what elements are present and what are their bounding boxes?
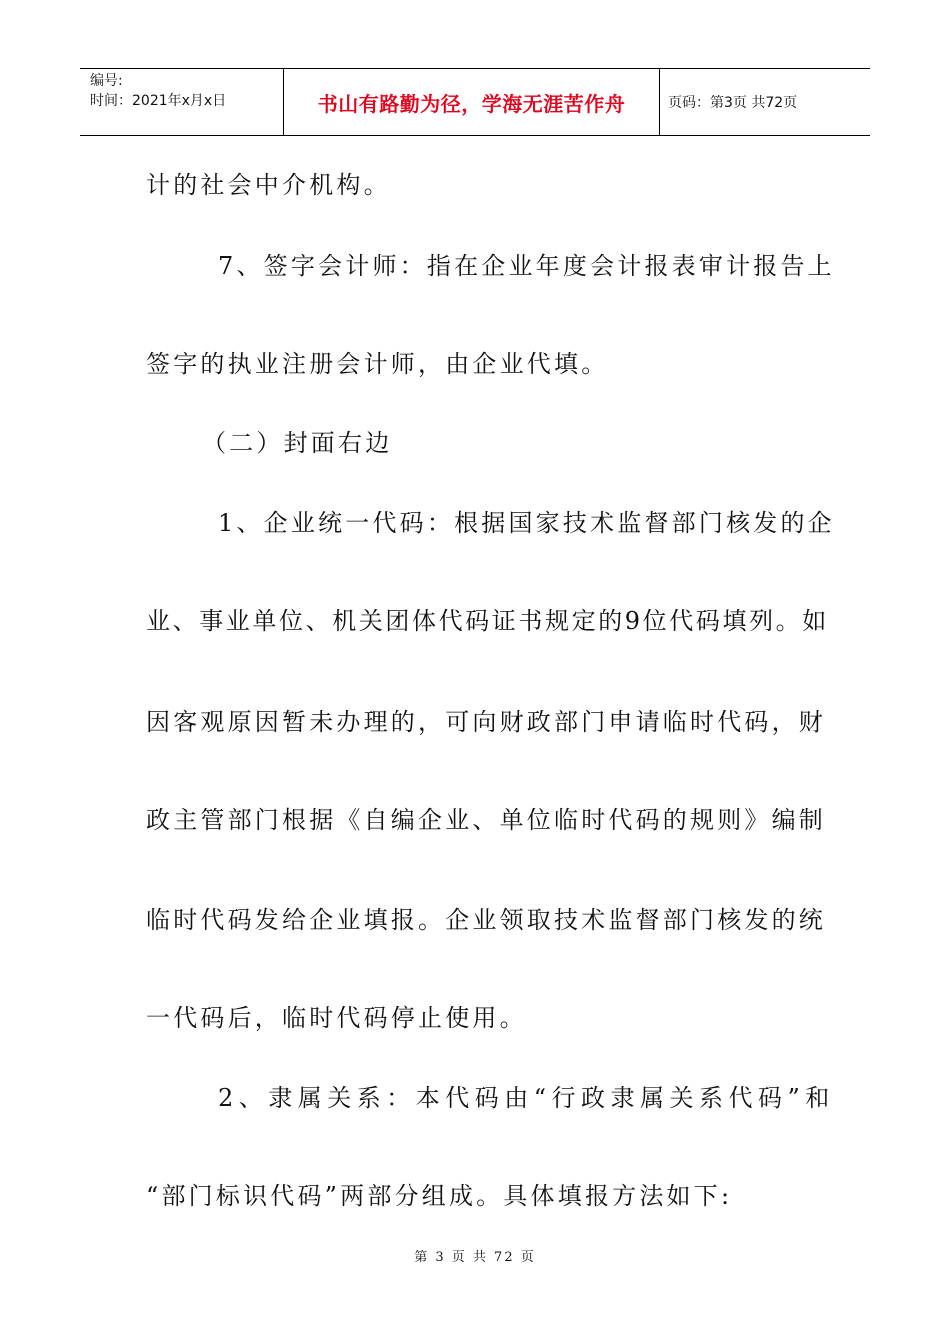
body-line-5: 1、企业统一代码：根据国家技术监督部门核发的企 <box>218 509 835 537</box>
document-header <box>80 68 870 136</box>
header-motto: 书山有路勤为径，学海无涯苦作舟 <box>284 69 660 135</box>
page-footer: 第 3 页 共 72 页 <box>414 1250 536 1265</box>
body-line-7: 因客观原因暂未办理的，可向财政部门申请临时代码，财 <box>146 708 826 736</box>
header-time-label: 时间：2021年x月x日 <box>90 93 227 109</box>
body-line-6: 业、事业单位、机关团体代码证书规定的9位代码填列。如 <box>146 607 829 635</box>
body-line-9: 临时代码发给企业填报。企业领取技术监督部门核发的统 <box>146 906 826 934</box>
header-meta <box>80 69 284 135</box>
body-line-1: 计的社会中介机构。 <box>146 171 391 199</box>
header-page-info: 页码：第3页 共72页 <box>668 95 798 111</box>
body-line-8: 政主管部门根据《自编企业、单位临时代码的规则》编制 <box>146 806 826 834</box>
section-heading: （二）封面右边 <box>202 429 393 457</box>
body-line-10: 一代码后，临时代码停止使用。 <box>146 1004 527 1032</box>
body-line-11: 2、隶属关系：本代码由“行政隶属关系代码”和 <box>218 1084 835 1112</box>
body-line-2: 7、签字会计师：指在企业年度会计报表审计报告上 <box>218 252 835 280</box>
body-line-12: “部门标识代码”两部分组成。具体填报方法如下: <box>146 1182 733 1210</box>
body-line-3: 签字的执业注册会计师，由企业代填。 <box>146 350 609 378</box>
header-code-label: 编号: <box>90 73 123 89</box>
